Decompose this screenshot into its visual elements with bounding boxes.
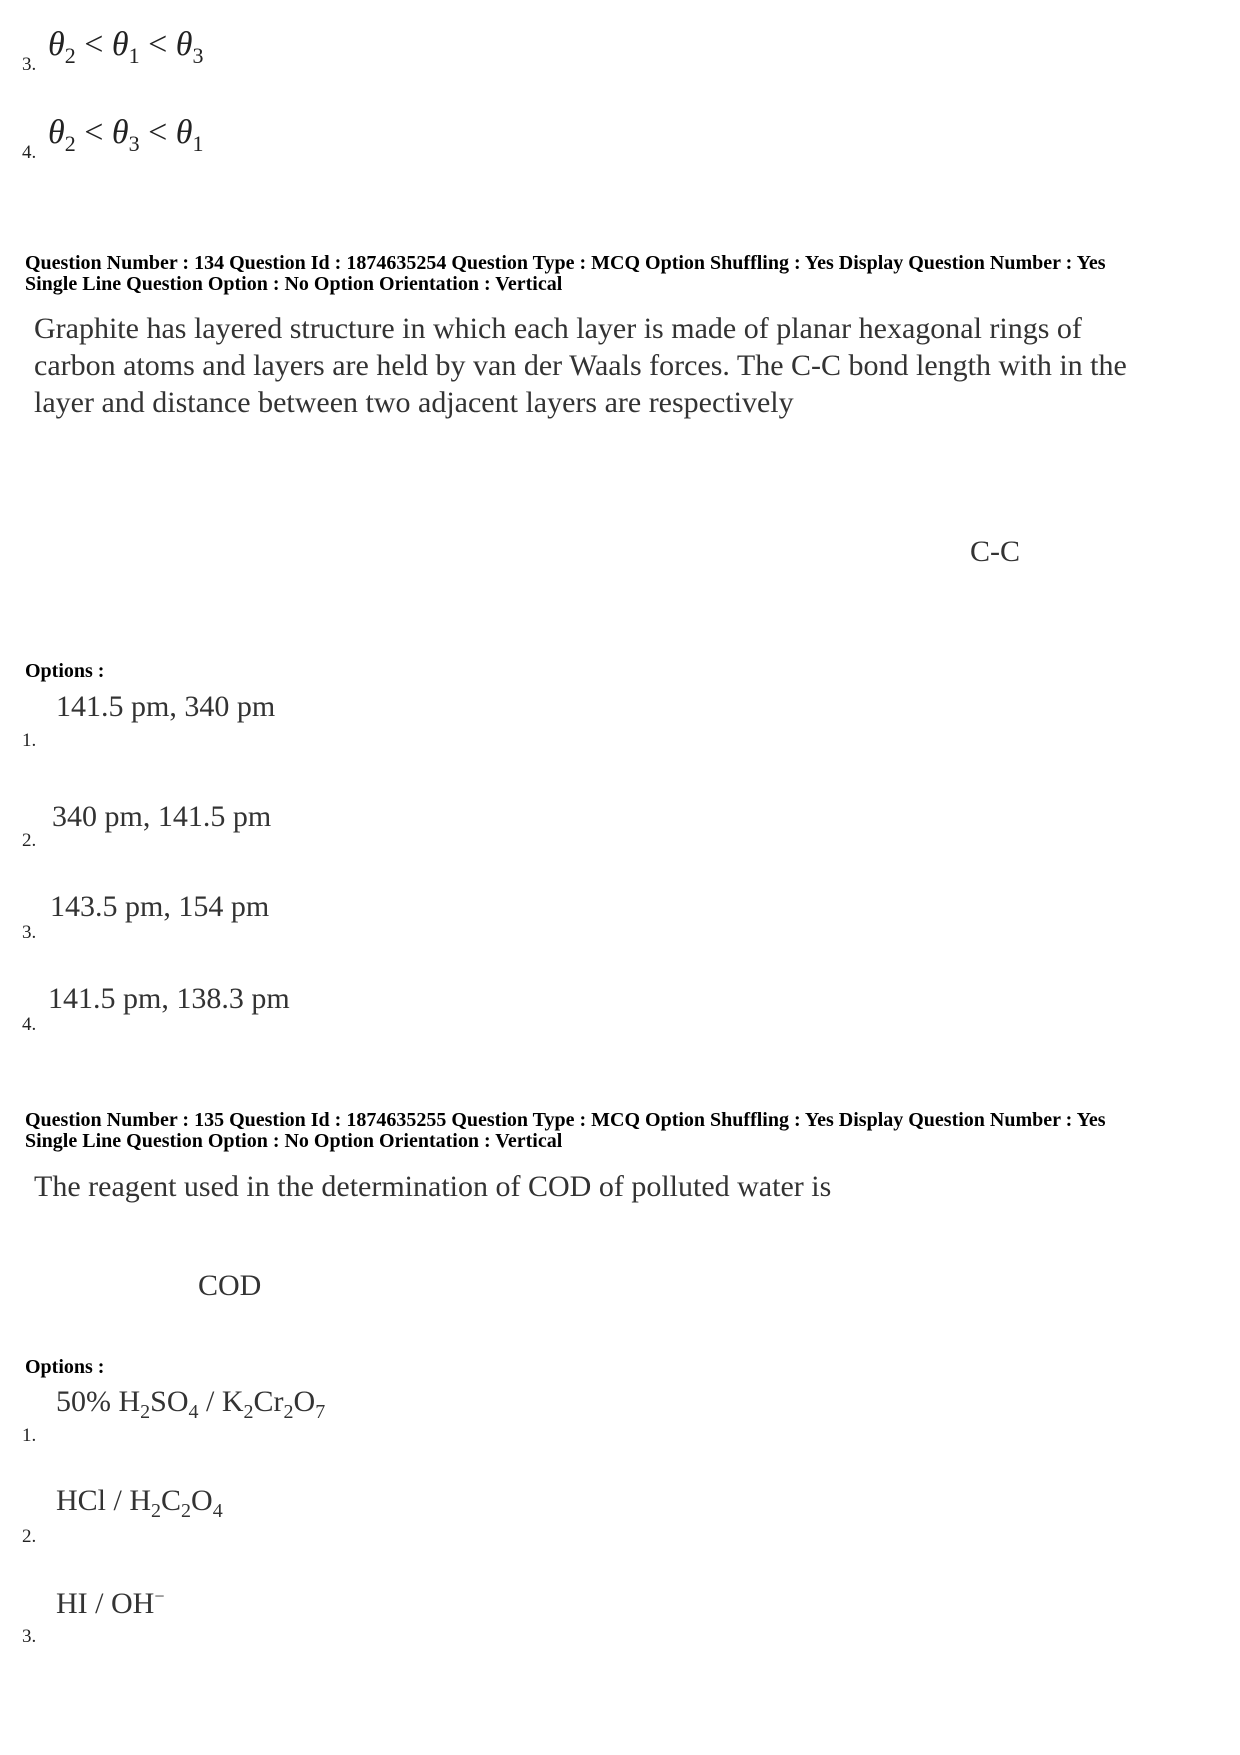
options-label: Options :	[25, 1356, 105, 1378]
question-134-meta: Question Number : 134 Question Id : 1874635254 Question Type : MCQ Option Shuffling : Yes Display Question Number : Yes Single Line Question Option : No Option Orientation : Vertical	[25, 252, 1106, 295]
question-135-english: The reagent used in the determination of COD of polluted water is	[34, 1170, 832, 1203]
option-formula: $\theta_2 < \theta_3 < \theta_1$	[48, 114, 204, 156]
question-135-telugu	[34, 1262, 794, 1310]
telugu-inline-term: COD	[198, 1269, 262, 1302]
option-text: 340 pm, 141.5 pm	[52, 800, 272, 833]
option-formula: 50% $H_2SO_4 / K_2Cr_2O_7$	[56, 1385, 326, 1423]
question-134-english: Graphite has layered structure in which each layer is made of planar hexagonal rings of carbon atoms and layers are held by van der Waals forces. The C-C bond length with in the layer and distance between two adjacent layers are respectively	[34, 312, 1127, 419]
option-text: 141.5 pm, 340 pm	[56, 690, 276, 723]
options-label: Options :	[25, 660, 105, 682]
telugu-line	[34, 1262, 794, 1310]
telugu-line	[34, 528, 1134, 576]
option-formula: HI / OH−	[56, 1586, 165, 1620]
option-number: 3.	[22, 922, 37, 943]
option-number: 1.	[22, 1425, 37, 1446]
option-number: 4.	[22, 1014, 37, 1035]
question-135-meta: Question Number : 135 Question Id : 1874635255 Question Type : MCQ Option Shuffling : Yes Display Question Number : Yes Single Line Question Option : No Option Orientation : Vertical	[25, 1109, 1106, 1152]
option-text: 143.5 pm, 154 pm	[50, 890, 270, 923]
telugu-line	[34, 576, 1134, 624]
option-formula: $\theta_2 < \theta_1 < \theta_3$	[48, 26, 204, 68]
option-number: 2.	[22, 1526, 37, 1547]
option-formula: HCl / $H_2C_2O_4$	[56, 1484, 223, 1522]
question-134-telugu	[34, 480, 1134, 624]
option-text: 141.5 pm, 138.3 pm	[48, 982, 290, 1015]
option-number: 3.	[22, 1626, 37, 1647]
option-number: 2.	[22, 830, 37, 851]
option-number: 4.	[22, 142, 37, 163]
option-number: 3.	[22, 54, 37, 75]
option-number: 1.	[22, 730, 37, 751]
telugu-inline-term: C-C	[969, 535, 1020, 568]
telugu-line	[34, 480, 1134, 528]
